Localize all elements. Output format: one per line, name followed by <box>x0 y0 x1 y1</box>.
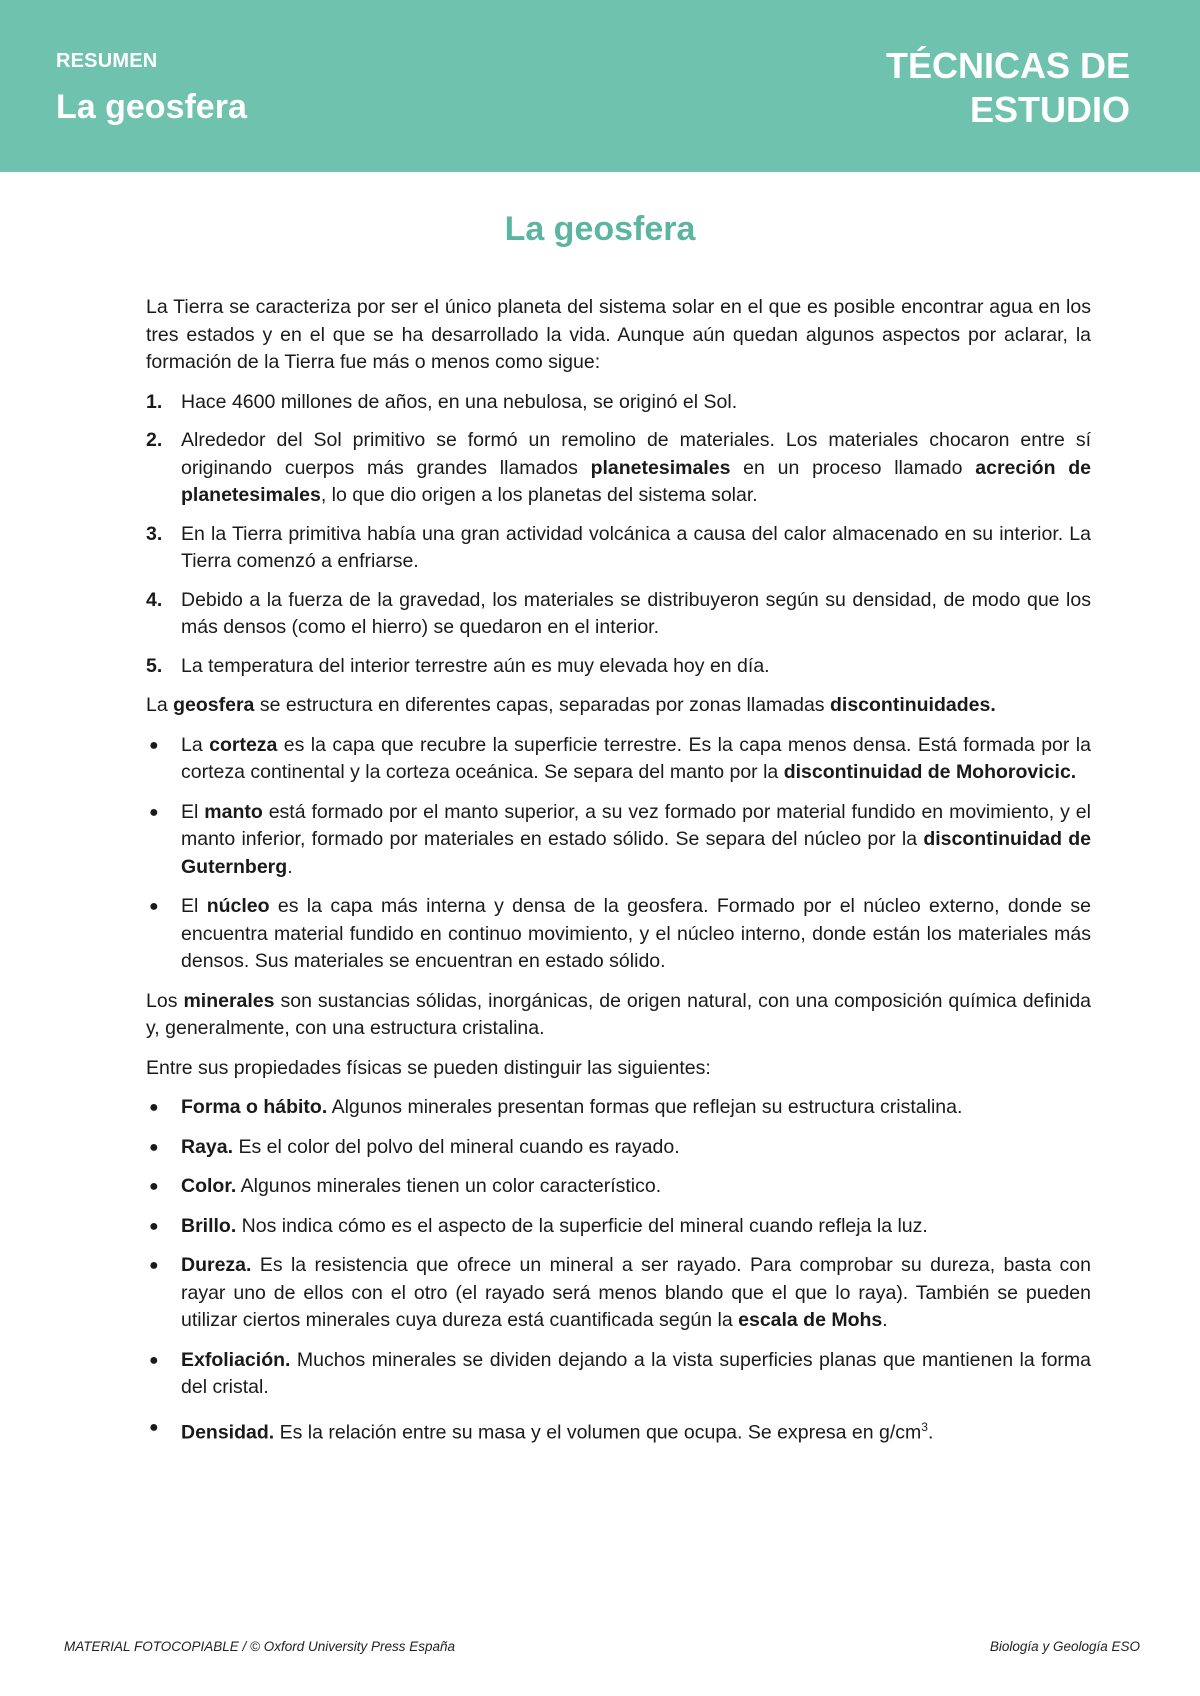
bullet-icon: ● <box>149 1418 159 1436</box>
intro-paragraph: La Tierra se caracteriza por ser el único planeta del sistema solar en el que es posible encontrar agua en los tres estados y en el que se ha desarrollado la vida. Aunque aún quedan algunos aspectos por aclarar, la formación de la Tierra fue más o menos como sigue: <box>146 296 1091 373</box>
step-item <box>146 653 1091 681</box>
step-item <box>146 587 1091 642</box>
property-item <box>146 1414 1091 1447</box>
bullet-icon: ● <box>149 803 159 821</box>
step-text: En la Tierra primitiva había una gran actividad volcánica a causa del calor almacenado en su interior. La Tierra comenzó a enfriarse. <box>181 522 1091 572</box>
superscript: 3 <box>921 1419 928 1434</box>
step-number: 5. <box>146 654 163 677</box>
step-text: Hace 4600 millones de años, en una nebulosa, se originó el Sol. <box>181 390 738 413</box>
bullet-icon: ● <box>149 1138 159 1156</box>
header-title: La geosfera <box>56 88 247 126</box>
text-run: está formado por el manto superior, a su vez formado por material fundido en movimiento, y el manto inferior, formado por materiales en estado sólido. Se separa del núcleo por la <box>181 800 1091 850</box>
property-text: Es el color del polvo del mineral cuando es rayado. <box>233 1135 680 1158</box>
property-text: . <box>882 1309 888 1331</box>
property-name: Raya. <box>181 1135 234 1158</box>
property-name: Forma o hábito. <box>181 1096 328 1118</box>
property-item <box>146 1173 1091 1201</box>
layer-item-nucleo <box>146 893 1091 976</box>
footer-copyright: MATERIAL FOTOCOPIABLE / © Oxford University Press España <box>64 1639 456 1654</box>
step-number: 4. <box>146 588 163 611</box>
property-name: Densidad. <box>181 1421 275 1443</box>
property-item <box>146 1252 1091 1335</box>
step-text: La temperatura del interior terrestre aún es muy elevada hoy en día. <box>181 654 770 677</box>
step-text: , lo que dio origen a los planetas del sistema solar. <box>320 484 758 506</box>
term-bold: discontinuidad de Guternberg <box>181 828 1091 878</box>
property-text: Es la relación entre su masa y el volumen que ocupa. Se expresa en g/cm <box>274 1421 922 1443</box>
text-run: es la capa más interna y densa de la geosfera. Formado por el núcleo externo, donde se encuentra material fundido en continuo movimiento, y el núcleo interno, donde están los materiales más densos. Sus materiales se encuentran en estado sólido. <box>181 895 1091 972</box>
step-item <box>146 521 1091 576</box>
term-bold: corteza <box>209 733 278 756</box>
property-name: Color. <box>181 1175 237 1197</box>
header-band <box>0 0 1200 172</box>
property-text: Algunos minerales presentan formas que reflejan su estructura cristalina. <box>327 1096 963 1118</box>
term-minerales: minerales <box>183 989 275 1012</box>
formation-steps <box>146 389 1091 681</box>
property-item <box>146 1094 1091 1122</box>
step-text: Alrededor del Sol primitivo se formó un remolino de materiales. Los materiales chocaron entre sí originando cuerpos más grandes llamados <box>181 429 1091 479</box>
text-run: . <box>287 855 293 878</box>
text-run: se estructura en diferentes capas, separadas por zonas llamadas <box>254 694 830 716</box>
step-item <box>146 389 1091 417</box>
text-run: La <box>181 733 210 756</box>
property-text: Nos indica cómo es el aspecto de la superficie del mineral cuando refleja la luz. <box>236 1214 928 1237</box>
layer-item-manto <box>146 799 1091 882</box>
property-text: Algunos minerales tienen un color característico. <box>236 1175 662 1197</box>
layer-item-corteza <box>146 732 1091 787</box>
structure-paragraph <box>146 692 1091 720</box>
property-name: Exfoliación. <box>181 1348 291 1371</box>
bullet-icon: ● <box>149 1178 159 1195</box>
text-run: La <box>146 694 174 716</box>
bullet-icon: ● <box>149 1257 159 1274</box>
bullet-icon: ● <box>149 1217 159 1235</box>
step-text: Debido a la fuerza de la gravedad, los materiales se distribuyeron según su densidad, de modo que los más densos (como el hierro) se quedaron en el interior. <box>181 588 1091 638</box>
document-body <box>146 294 1091 1459</box>
bullet-icon: ● <box>149 1099 159 1116</box>
minerals-paragraph <box>146 988 1091 1043</box>
term-planetesimales: planetesimales <box>590 456 731 479</box>
term-bold: núcleo <box>206 895 270 917</box>
property-item <box>146 1347 1091 1402</box>
properties-intro: Entre sus propiedades físicas se pueden distinguir las siguientes: <box>146 1056 711 1079</box>
step-text: en un proceso llamado <box>730 456 976 479</box>
property-text: Muchos minerales se dividen dejando a la vista superficies planas que mantienen la forma del cristal. <box>181 1348 1091 1398</box>
text-run: Los <box>146 989 184 1012</box>
text-run: son sustancias sólidas, inorgánicas, de origen natural, con una composición química definida y, generalmente, con una estructura cristalina. <box>146 989 1092 1039</box>
footer-subject: Biología y Geología ESO <box>989 1639 1140 1654</box>
bullet-icon: ● <box>149 1351 159 1369</box>
step-item <box>146 427 1091 510</box>
text-run: es la capa que recubre la superficie terrestre. Es la capa menos densa. Está formada por la corteza continental y la corteza oceánica. Se separa del manto por la <box>181 733 1091 783</box>
step-number: 1. <box>146 390 163 413</box>
term-bold: manto <box>204 800 263 823</box>
section-label-line2: ESTUDIO <box>969 89 1130 130</box>
section-label <box>886 44 1130 132</box>
document-title: La geosfera <box>504 210 696 248</box>
property-item <box>146 1134 1091 1162</box>
section-label-line1: TÉCNICAS DE <box>885 45 1130 86</box>
text-run: El <box>181 800 205 823</box>
term-discontinuidades: discontinuidades. <box>829 694 996 716</box>
bullet-icon: ● <box>149 736 159 754</box>
term-acrecion: acreción de planetesimales <box>181 456 1091 506</box>
term-bold: discontinuidad de Mohorovicic. <box>783 761 1077 783</box>
term-escala-mohs: escala de Mohs <box>738 1309 883 1331</box>
term-geosfera: geosfera <box>173 694 255 716</box>
property-text: . <box>927 1421 934 1443</box>
property-item <box>146 1213 1091 1241</box>
step-number: 3. <box>146 522 163 545</box>
layers-list <box>146 732 1091 976</box>
text-run: El <box>181 895 207 917</box>
bullet-icon: ● <box>149 898 159 915</box>
property-name: Dureza. <box>181 1254 252 1276</box>
step-number: 2. <box>146 429 163 451</box>
property-text: Es la resistencia que ofrece un mineral a ser rayado. Para comprobar su dureza, basta con rayar uno de ellos con el otro (el rayado será menos blando que el que lo raya). También se pueden utilizar ciertos minerales cuya dureza está cuantificada según la <box>181 1254 1091 1331</box>
property-name: Brillo. <box>181 1214 237 1237</box>
properties-list <box>146 1094 1091 1447</box>
header-kicker: RESUMEN <box>56 50 158 72</box>
